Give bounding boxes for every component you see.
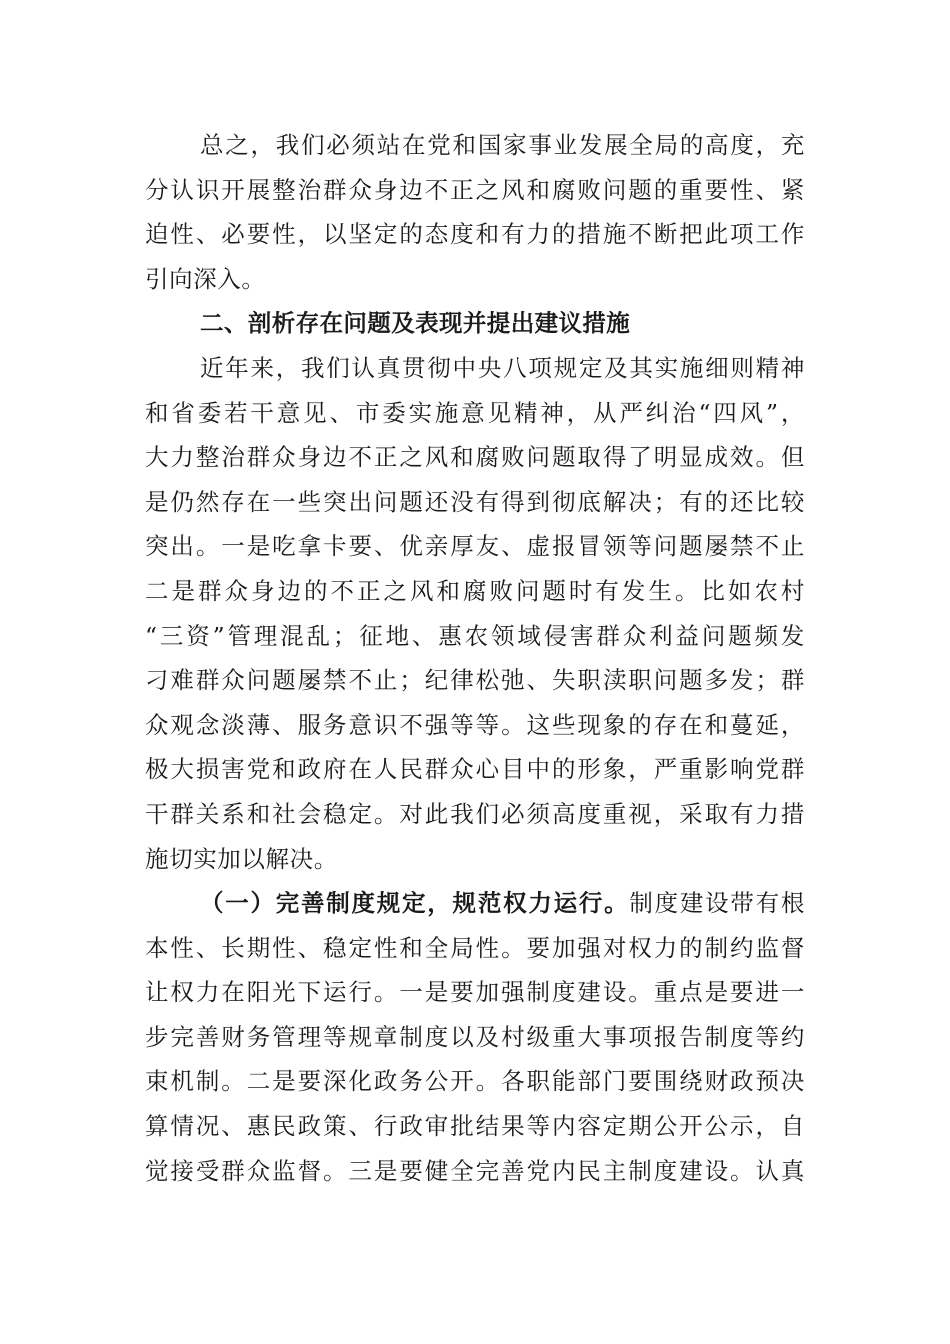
- text-line: 总之，我们必须站在党和国家事业发展全局的高度，充: [200, 131, 805, 159]
- text-line: 让权力在阳光下运行。一是要加强制度建设。重点是要进一: [145, 978, 805, 1007]
- text-line: 迫性、必要性，以坚定的态度和有力的措施不断把此项工作: [145, 220, 805, 249]
- text-line: 大力整治群众身边不正之风和腐败问题取得了明显成效。但: [145, 443, 805, 472]
- text-line: 近年来，我们认真贯彻中央八项规定及其实施细则精神: [200, 353, 805, 382]
- section-heading: 二、剖析存在问题及表现并提出建议措施: [200, 309, 631, 338]
- text-line: 刁难群众问题屡禁不止；纪律松弛、失职渎职问题多发；群: [145, 666, 805, 695]
- text-line: 众观念淡薄、服务意识不强等等。这些现象的存在和蔓延，: [145, 710, 805, 739]
- paragraph-measure-one: [145, 881, 805, 1193]
- text-line: 干群关系和社会稳定。对此我们必须高度重视，采取有力措: [145, 799, 805, 828]
- document-body: [145, 123, 805, 1193]
- text-line: 觉接受群众监督。三是要健全完善党内民主制度建设。认真: [145, 1156, 805, 1185]
- text-line: [145, 881, 805, 926]
- paragraph-conclusion: [145, 123, 805, 301]
- text-line: 极大损害党和政府在人民群众心目中的形象，严重影响党群: [145, 755, 805, 784]
- text-line: 算情况、惠民政策、行政审批结果等内容定期公开公示，自: [145, 1112, 805, 1141]
- text-line: 二是群众身边的不正之风和腐败问题时有发生。比如农村: [145, 576, 805, 605]
- subheading-inline: （一）完善制度规定，规范权力运行。: [200, 889, 630, 918]
- text-line: 本性、长期性、稳定性和全局性。要加强对权力的制约监督: [145, 933, 805, 962]
- text-line: 分认识开展整治群众身边不正之风和腐败问题的重要性、紧: [145, 175, 805, 204]
- text-run: 制度建设带有根: [629, 889, 805, 918]
- text-line: 突出。一是吃拿卡要、优亲厚友、虚报冒领等问题屡禁不止: [145, 532, 805, 561]
- text-line: 步完善财务管理等规章制度以及村级重大事项报告制度等约: [145, 1022, 805, 1051]
- text-line: 是仍然存在一些突出问题还没有得到彻底解决；有的还比较: [145, 487, 805, 516]
- text-line: “三资”管理混乱；征地、惠农领域侵害群众利益问题频发: [145, 621, 805, 650]
- text-line: 束机制。二是要深化政务公开。各职能部门要围绕财政预决: [145, 1067, 805, 1096]
- text-line: 施切实加以解决。: [145, 844, 338, 873]
- text-line: 和省委若干意见、市委实施意见精神，从严纠治“四风”，: [145, 398, 805, 427]
- text-line: 引向深入。: [145, 264, 266, 293]
- paragraph-problems: [145, 346, 805, 881]
